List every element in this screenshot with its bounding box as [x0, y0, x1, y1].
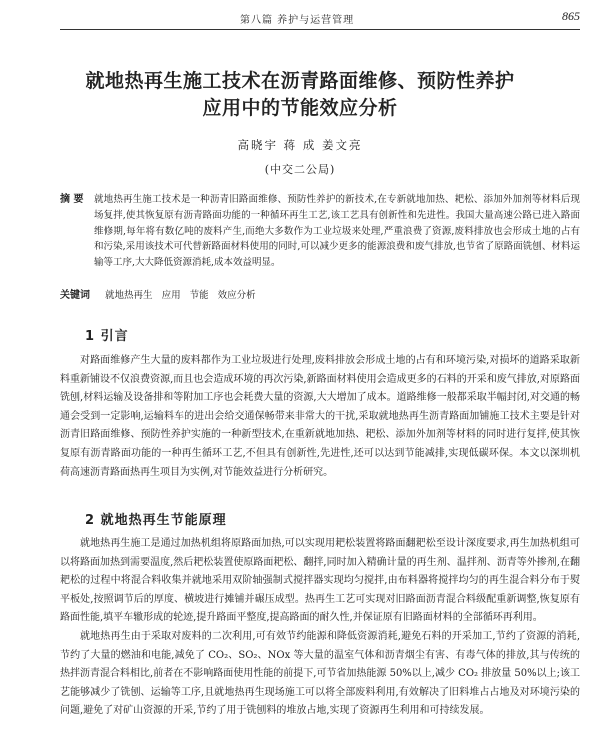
keyword: 节能 — [189, 290, 209, 301]
paper-title-line-1: 就地热再生施工技术在沥青路面维修、预防性养护 — [85, 70, 515, 92]
keywords-label: 关键词 — [60, 290, 90, 301]
abstract — [60, 192, 580, 271]
paragraph: 就地热再生施工是通过加热机组将原路面加热,可以实现用耙松装置将路面翻耙松至设计深度要求,再生加热机组可以将路面加热到需要温度,然后耙松装置使原路面耙松、翻拌,同时加入精确计量的再生剂、温拌剂、沥青等外掺剂,在翻耙松的过程中将混合料收集并就地采用双阶轴强制式搅拌器实现均匀搅拌,由布料器将搅拌均匀的再生混合料分布于熨平板处,按照调节后的厚度、横坡进行摊铺并碾压成型。热再生工艺可实现对旧路面沥青混合料级配重新调整,恢复原有路面性能,填平车辙形成的轮迹,提升路面平整度,提高路面的耐久性,并保证原有旧路面材料的全部循环再利用。 — [60, 538, 580, 624]
paragraph: 就地热再生由于采取对废料的二次利用,可有效节约能源和降低资源消耗,避免石料的开采加工,节约了资源的消耗,节约了大量的燃油和电能,减免了 CO₂、SO₂、NOx 等大量的温室气体和沥青烟尘有害、有毒气体的排放,其与传统的热拌沥青混合料相比,前者在不影响路面使用性能的前提下,可节省加热能源 50%以上,减少 CO₂ 排放量 50%以上;该工艺能够减少了铣刨、运输等工序,且就地热再生现场施工可以将全部废料利用,有效解决了旧料堆占占地及对环境污染的问题,避免了对矿山资源的开采,节约了用于铣刨料的堆放占地,实现了资源再生利用和可持续发展。 — [60, 631, 580, 717]
section-heading-principle: 2 就地热再生节能原理 — [85, 513, 227, 528]
keywords — [60, 288, 580, 303]
abstract-label: 摘 要 — [60, 194, 84, 205]
paper-title-line-2: 应用中的节能效应分析 — [202, 97, 398, 119]
keyword: 就地热再生 — [105, 290, 153, 301]
abstract-text: 就地热再生施工技术是一种沥青旧路面维修、预防性养护的新技术,在专新就地加热、耙松、添加外加剂等材料后现场复拌,使其恢复原有沥青路面功能的一种循环再生工艺,该工艺具有创新性和先进性。我国大量高速公路已进入路面维修期,每年将有数亿吨的废料产生,而绝大多数作为工业垃圾来处理,严重浪费了资源,废料排放也会形成土地的占有和污染,采用该技术可代替新路面材料使用的同时,可以减少更多的能源浪费和废气排放,也节省了原路面铣刨、材料运输等工序,大大降低资源消耗,成本效益明显。 — [94, 194, 580, 269]
running-header — [60, 7, 580, 30]
paragraph: 对路面维修产生大量的废料都作为工业垃圾进行处理,废料排放会形成土地的占有和环境污染,对损坏的道路采取新料重新铺设不仅浪费资源,而且也会造成环境的再次污染,新路面材料使用会造成更多的石料的开采和废气排放,对原路面铣刨,材料运输及设备排和等附加工序也会耗费大量的资源,大大增加了成本。道路维修一般都采取半幅封闭,对交通的畅通会受到一定影响,运输料车的进出会给交通保畅带来非常大的干扰,采取就地热再生沥青路面加铺施工技术主要是针对沥青旧路面维修、预防性养护实施的一种新型技术,在重新就地加热、耙松、添加外加剂等材料的同时进行复拌,使其恢复原有沥青路面功能的一种再生循环工艺,不但具有创新性,先进性,还可以达到节能减排,实现低碳环保。本文以深圳机荷高速沥青路面热再生项目为实例,对节能效益进行分析研究。 — [60, 355, 580, 478]
keyword: 应用 — [161, 290, 181, 301]
running-header-chapter: 第八篇 养护与运营管理 — [240, 15, 355, 26]
authors: 高晓宇 蒋 成 姜文亮 — [237, 138, 363, 152]
page-number: 865 — [562, 9, 580, 23]
section-heading-introduction: 1 引言 — [85, 329, 129, 344]
keyword: 效应分析 — [217, 290, 256, 301]
affiliation: (中交二公局) — [264, 163, 336, 176]
